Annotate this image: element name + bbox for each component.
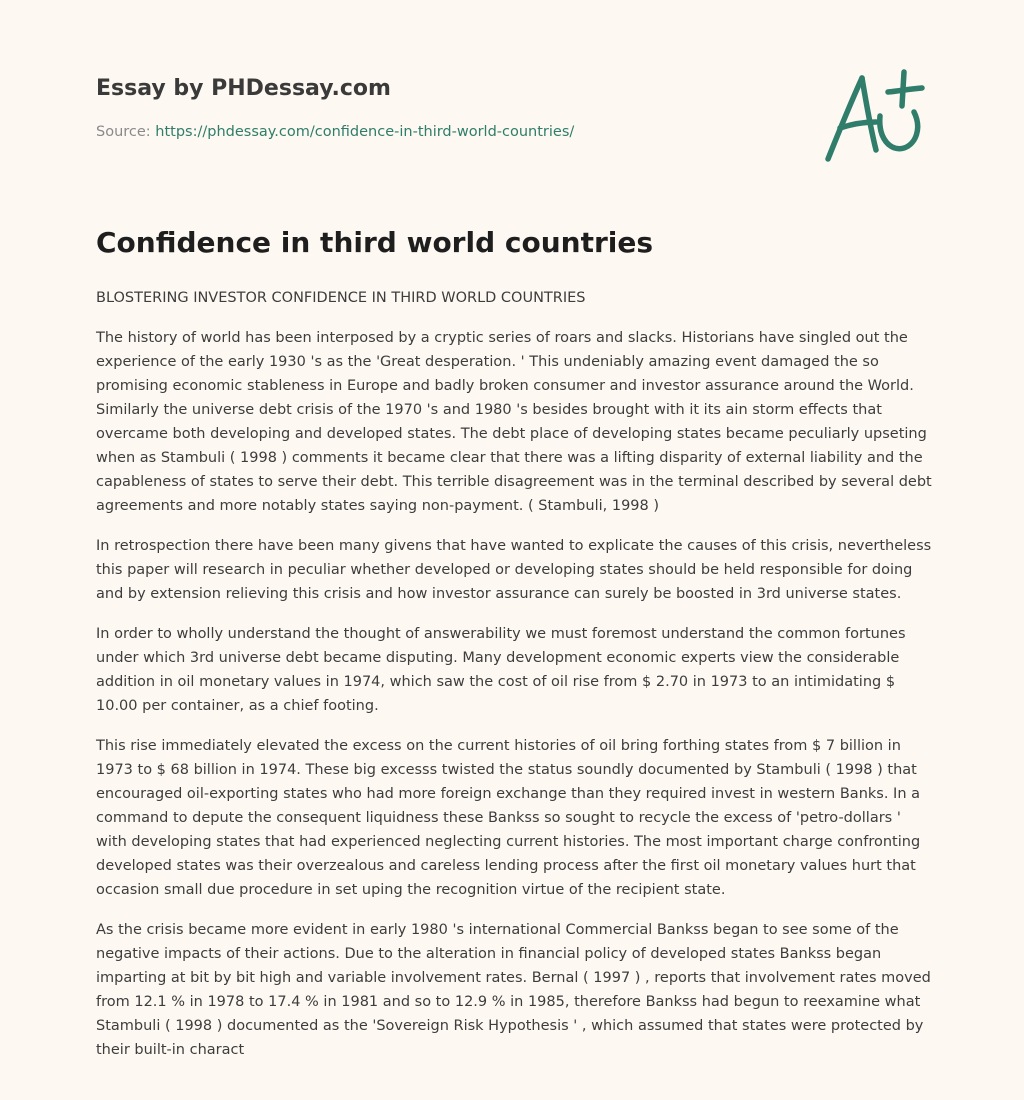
- essay-paragraph-4: This rise immediately elevated the excess on the current histories of oil bring forthing states from $ 7 billion in 1973 to $ 68 billion in 1974. These big excesss twisted the status soundly documented by Stambuli ( 1998 ) that encouraged oil-exporting states who had more foreign exchange than they required invest in western Banks. In a command to depute the consequent liquidness these Bankss so sought to recycle the excess of 'petro-dollars ' with developing states that had experienced neglecting current histories. The most important charge confronting developed states was their overzealous and careless lending process after the first oil monetary values hurt that occasion small due procedure in set uping the recognition virtue of the recipient state.: [96, 738, 921, 898]
- essay-paragraph-3: In order to wholly understand the thought of answerability we must foremost understand the common fortunes under which 3rd universe debt became disputing. Many development economic experts view the considerable addition in oil monetary values in 1974, which saw the cost of oil rise from $ 2.70 in 1973 to an intimidating $ 10.00 per container, as a chief footing.: [96, 626, 906, 714]
- essay-paragraph-1: The history of world has been interposed by a cryptic series of roars and slacks. Historians have singled out the experience of the early 1930 's as the 'Great desperation. ' This undeniably amazing event damaged the so promising economic stableness in Europe and badly broken consumer and investor assurance around the World. Similarly the universe debt crisis of the 1970 's and 1980 's besides brought with it its ain storm effects that overcame both developing and developed states. The debt place of developing states became peculiarly upseting when as Stambuli ( 1998 ) comments it became clear that there was a lifting disparity of external liability and the capableness of states to serve their debt. This terrible disagreement was in the terminal described by several debt agreements and more notably states saying non-payment. ( Stambuli, 1998 ): [96, 330, 932, 514]
- source-label: Source:: [96, 124, 156, 140]
- source-line: [96, 124, 574, 140]
- essay-subtitle: BLOSTERING INVESTOR CONFIDENCE IN THIRD WORLD COUNTRIES: [96, 290, 586, 306]
- essay-paragraph-5: As the crisis became more evident in early 1980 's international Commercial Bankss began to see some of the negative impacts of their actions. Due to the alteration in financial policy of developed states Bankss began imparting at bit by bit high and variable involvement rates. Bernal ( 1997 ) , reports that involvement rates moved from 12.1 % in 1978 to 17.4 % in 1981 and so to 12.9 % in 1985, therefore Bankss had begun to reexamine what Stambuli ( 1998 ) documented as the 'Sovereign Risk Hypothesis ' , which assumed that states were protected by their built-in charact: [96, 922, 931, 1058]
- site-brand: Essay by PHDessay.com: [96, 76, 391, 101]
- essay-paragraph-2: In retrospection there have been many givens that have wanted to explicate the causes of this crisis, nevertheless this paper will research in peculiar whether developed or developing states should be held responsible for doing and by extension relieving this crisis and how investor assurance can surely be boosted in 3rd universe states.: [96, 538, 932, 602]
- essay-body: [96, 286, 934, 1078]
- a-plus-logo-icon: [818, 64, 930, 168]
- essay-title: Confidence in third world countries: [96, 226, 654, 259]
- source-link[interactable]: https://phdessay.com/confidence-in-third-world-countries/: [155, 124, 575, 140]
